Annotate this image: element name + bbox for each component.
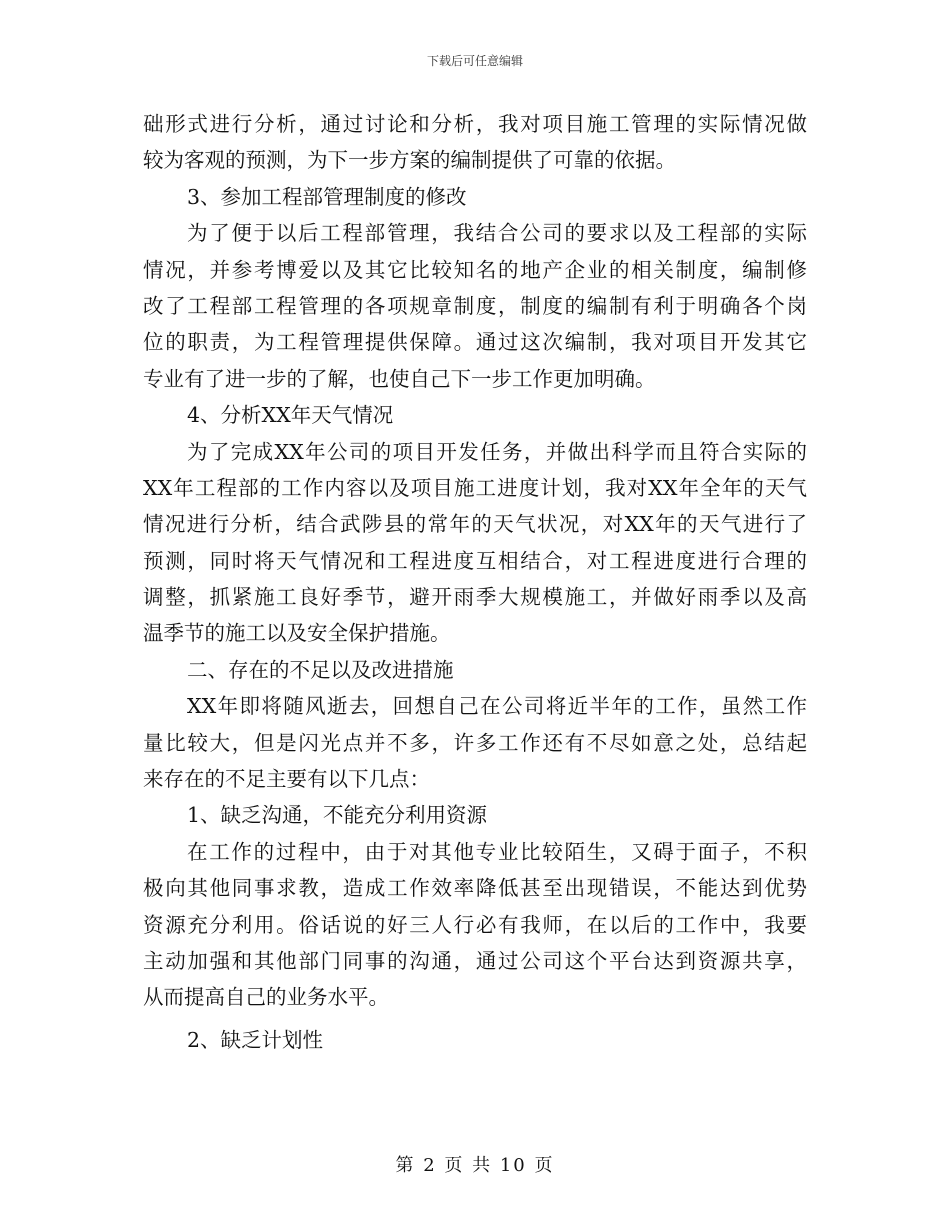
paragraph-line: 改了工程部工程管理的各项规章制度，制度的编制有利于明确各个岗 — [143, 293, 807, 318]
paragraph-line: 为了便于以后工程部管理，我结合公司的要求以及工程部的实际 — [187, 221, 807, 246]
paragraph-line: XX年工程部的工作内容以及项目施工进度计划，我对XX年全年的天气 — [143, 475, 807, 500]
section-heading: 二、存在的不足以及改进措施 — [187, 657, 454, 682]
paragraph-line: 调整，抓紧施工良好季节，避开雨季大规模施工，并做好雨季以及高 — [143, 585, 807, 610]
section-heading: 3、参加工程部管理制度的修改 — [187, 184, 467, 209]
paragraph-line: 在工作的过程中，由于对其他专业比较陌生，又碍于面子，不积 — [187, 839, 807, 864]
paragraph-line: 为了完成XX年公司的项目开发任务，并做出科学而且符合实际的 — [187, 439, 807, 464]
page-footer: 第 2 页 共 10 页 — [395, 1155, 555, 1176]
paragraph-line: 来存在的不足主要有以下几点： — [143, 767, 430, 792]
paragraph-line: 专业有了进一步的了解，也使自己下一步工作更加明确。 — [143, 366, 656, 391]
section-heading: 2、缺乏计划性 — [187, 1027, 324, 1052]
section-heading: 4、分析XX年天气情况 — [187, 403, 394, 428]
paragraph-line: 情况，并参考博爱以及其它比较知名的地产企业的相关制度，编制修 — [143, 257, 807, 282]
section-heading: 1、缺乏沟通，不能充分利用资源 — [187, 803, 488, 828]
paragraph-line: 情况进行分析，结合武陟县的常年的天气状况，对XX年的天气进行了 — [143, 512, 807, 537]
paragraph-line: 预测，同时将天气情况和工程进度互相结合，对工程进度进行合理的 — [143, 548, 807, 573]
paragraph-line: 较为客观的预测，为下一步方案的编制提供了可靠的依据。 — [143, 148, 676, 173]
paragraph-line: 础形式进行分析，通过讨论和分析，我对项目施工管理的实际情况做 — [143, 112, 807, 136]
paragraph-line: XX年即将随风逝去，回想自己在公司将近半年的工作，虽然工作 — [187, 694, 807, 719]
paragraph-line: 从而提高自己的业务水平。 — [143, 985, 389, 1010]
paragraph-line: 量比较大，但是闪光点并不多，许多工作还有不尽如意之处，总结起 — [143, 730, 807, 755]
document-body — [143, 106, 807, 1058]
paragraph-line: 极向其他同事求教，造成工作效率降低甚至出现错误，不能达到优势 — [143, 876, 807, 901]
paragraph-line: 温季节的施工以及安全保护措施。 — [143, 621, 451, 646]
paragraph-line: 位的职责，为工程管理提供保障。通过这次编制，我对项目开发其它 — [143, 330, 807, 355]
paragraph-line: 主动加强和其他部门同事的沟通，通过公司这个平台达到资源共享， — [143, 948, 807, 973]
paragraph-line: 资源充分利用。俗话说的好三人行必有我师，在以后的工作中，我要 — [143, 912, 807, 937]
page-header: 下载后可任意编辑 — [426, 54, 523, 68]
